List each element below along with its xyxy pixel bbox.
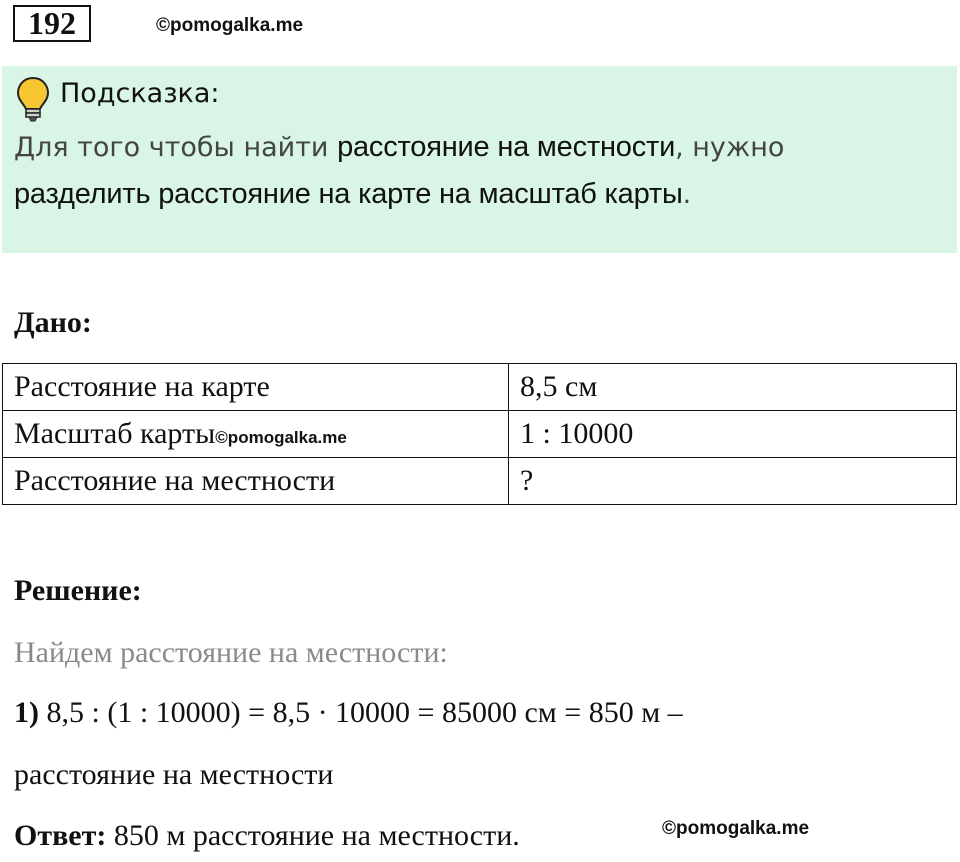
solution-step-1-tail: расстояние на местности — [14, 758, 334, 791]
answer-line: Ответ: 850 м расстояние на местности. — [14, 819, 520, 852]
hint-box — [2, 66, 957, 253]
solution-intro: Найдем расстояние на местности: — [14, 636, 448, 669]
solution-heading: Решение: — [14, 574, 142, 607]
hint-emphasis-2: разделить расстояние на карте на масштаб карты — [14, 178, 683, 210]
given-table — [2, 363, 957, 505]
watermark-bottom: ©pomogalka.me — [662, 818, 810, 839]
lightbulb-icon — [16, 76, 50, 122]
table-cell-label: Масштаб карты©pomogalka.me — [3, 411, 509, 458]
table-cell-value: 1 : 10000 — [509, 411, 957, 458]
table-cell-value: ? — [509, 458, 957, 505]
table-cell-value: 8,5 см — [509, 364, 957, 411]
table-row — [3, 458, 957, 505]
hint-text: Для того чтобы найти расстояние на местности, нужно разделить расстояние на карте на масштаб карты. — [14, 131, 785, 210]
solution-step-1: 1) 8,5 : (1 : 10000) = 8,5 · 10000 = 85000 см = 850 м – — [14, 696, 683, 729]
watermark-table: ©pomogalka.me — [215, 428, 347, 447]
table-row — [3, 364, 957, 411]
hint-title: Подсказка: — [60, 78, 220, 109]
given-heading: Дано: — [14, 306, 92, 339]
table-cell-label: Расстояние на карте — [3, 364, 509, 411]
watermark-top: ©pomogalka.me — [156, 15, 304, 36]
table-row — [3, 411, 957, 458]
hint-emphasis-1: расстояние на местности — [337, 131, 676, 163]
table-cell-label: Расстояние на местности — [3, 458, 509, 505]
task-number: 192 — [13, 5, 91, 42]
